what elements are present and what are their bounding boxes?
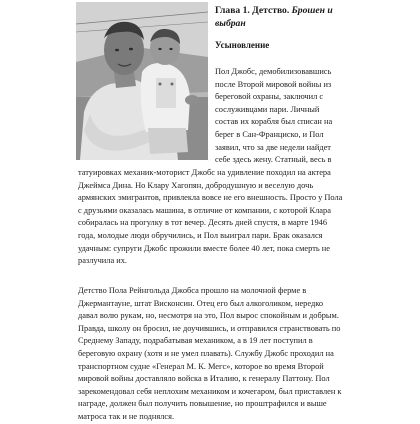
text-line: давал волю рукам, но, несмотря на это, Пол вырос спокойным и добрым. [78, 311, 339, 321]
text-line: Правда, школу он бросил, не доучившись, и отправился странствовать по [78, 323, 341, 333]
chapter-title [215, 4, 415, 30]
paragraph-1-side [215, 66, 415, 167]
paragraph-2 [78, 285, 415, 424]
text-line: сослуживцами пари. Личный [215, 104, 320, 114]
text-line: года, молодые люди обручились, и Пол выиграл пари. Брак оказался [78, 230, 323, 240]
text-line: Среднему Западу, подрабатывая механиком, а в 19 лет поступил в [78, 336, 313, 346]
text-line: Пол Джобс, демобилизовавшись [215, 67, 332, 76]
section-title: Усыновление [215, 40, 270, 50]
text-line: матроса так и не поднялся. [78, 411, 175, 421]
text-line: награде, должен был получить повышение, но проштрафился и выше [78, 399, 327, 409]
text-line: удачным: супруги Джобс прожили вместе более 40 лет, пока смерть не [78, 243, 330, 253]
text-line: Джермантауне, штат Висконсин. Отец его был алкоголиком, нередко [78, 298, 324, 308]
text-line: себе здесь жену. Статный, весь в [215, 155, 332, 165]
text-line: береговую охрану (хотя и не умел плавать). Службу Джобс проходил на [78, 348, 334, 358]
text-line: берег в Сан-Франциско, и Пол [215, 129, 324, 139]
text-line: армянских эмигрантов, привлекла вовсе не его внешность. Просто у Пола [78, 193, 343, 203]
text-line: зарекомендовал себя неплохим механиком и кочегаром, был приставлен к [78, 386, 342, 396]
text-line: береговой охраны, заключил с [215, 92, 324, 102]
text-line: состав их корабля был списан на [215, 117, 333, 127]
paragraph-1-continued [78, 167, 415, 268]
text-line: мировой войны доставляло войска в Италию, к генералу Паттону. Пол [78, 374, 330, 384]
text-line: разлучила их. [78, 256, 128, 266]
chapter-title-italic-2: выбран [215, 18, 246, 29]
chapter-title-bold: Глава 1. Детство. [215, 5, 290, 16]
family-photo [76, 2, 208, 160]
text-line: татуировках механик-моторист Джобс на удивление походил на актера [78, 168, 331, 177]
text-line: собиралась на прогулку в тот вечер. Десять дней спустя, в марте 1946 [78, 218, 328, 228]
text-line: заявил, что за две недели найдет [215, 142, 331, 152]
text-line: с друзьями оказалась машина, в отличие от компании, с которой Клара [78, 205, 331, 215]
photo-man-holding-child-icon [76, 2, 208, 160]
text-line: транспортном судне «Генерал М. К. Мегс», которое во время Второй [78, 361, 324, 371]
text-line: после Второй мировой войны из [215, 79, 332, 89]
chapter-title-italic-1: Брошен и [291, 5, 333, 16]
text-line: Джеймса Дина. Но Клару Хагопян, добродушную и веселую дочь [78, 180, 314, 190]
text-line: Детство Пола Рейнгольда Джобса прошло на молочной ферме в [78, 286, 307, 295]
